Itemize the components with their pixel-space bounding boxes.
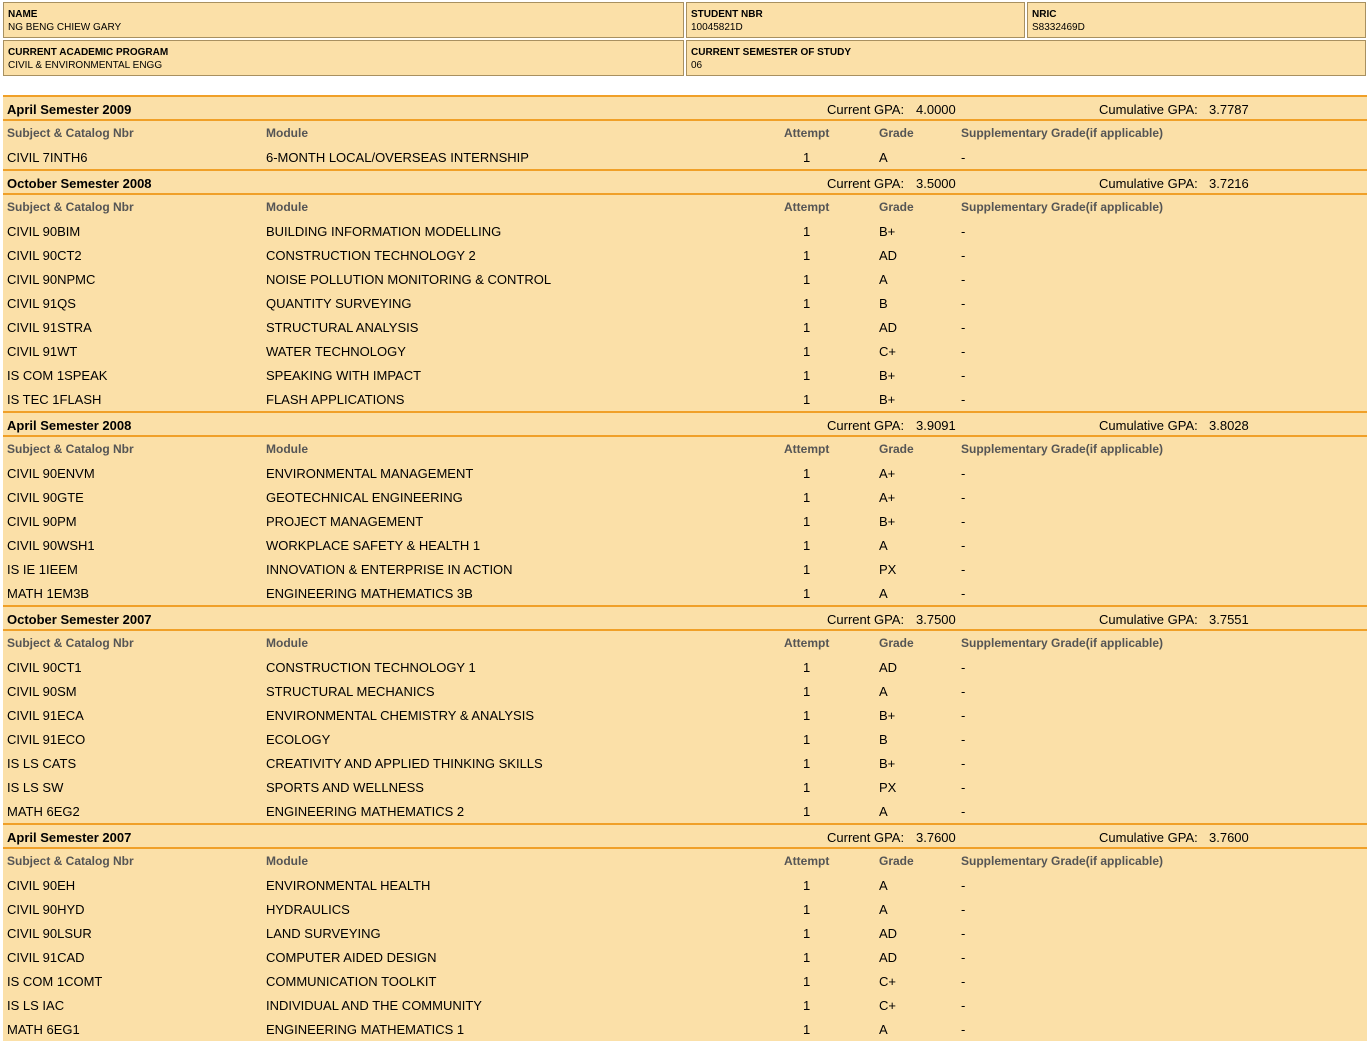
course-attempt: 1: [803, 224, 811, 239]
course-grade: A+: [879, 466, 896, 481]
current-gpa-value: 4.0000: [916, 102, 956, 117]
course-module: LAND SURVEYING: [266, 926, 381, 941]
course-supp-grade: -: [961, 950, 966, 965]
col-supp-label: Supplementary Grade(if applicable): [961, 854, 1164, 868]
cumulative-gpa-value: 3.7600: [1209, 830, 1249, 845]
course-attempt: 1: [803, 878, 811, 893]
program-label: CURRENT ACADEMIC PROGRAM: [8, 47, 169, 58]
col-grade-label: Grade: [879, 636, 914, 650]
table-row: [3, 315, 1367, 339]
course-subject: IS COM 1SPEAK: [7, 368, 108, 383]
course-subject: CIVIL 91WT: [7, 344, 78, 359]
course-grade: AD: [879, 248, 898, 263]
col-attempt-label: Attempt: [784, 854, 830, 868]
cumulative-gpa-label: Cumulative GPA:: [1099, 830, 1198, 845]
course-supp-grade: -: [961, 732, 966, 747]
semester-title: October Semester 2007: [7, 612, 152, 627]
course-supp-grade: -: [961, 974, 966, 989]
course-subject: MATH 6EG2: [7, 804, 80, 819]
table-row: [3, 679, 1367, 703]
table-row: [3, 339, 1367, 363]
course-supp-grade: -: [961, 756, 966, 771]
course-module: WATER TECHNOLOGY: [266, 344, 406, 359]
course-attempt: 1: [803, 514, 811, 529]
course-subject: CIVIL 91ECO: [7, 732, 86, 747]
course-module: PROJECT MANAGEMENT: [266, 514, 424, 529]
course-grade: A: [879, 538, 888, 553]
course-attempt: 1: [803, 950, 811, 965]
course-module: HYDRAULICS: [266, 902, 350, 917]
course-grade: B+: [879, 756, 896, 771]
table-row: [3, 873, 1367, 897]
semester-section: [3, 823, 1367, 1041]
semester-list: [3, 95, 1367, 1041]
course-supp-grade: -: [961, 684, 966, 699]
course-supp-grade: -: [961, 272, 966, 287]
student-info: [3, 2, 1366, 78]
course-module: NOISE POLLUTION MONITORING & CONTROL: [266, 272, 552, 287]
col-attempt-label: Attempt: [784, 442, 830, 456]
course-supp-grade: -: [961, 780, 966, 795]
course-grade: B+: [879, 708, 896, 723]
course-supp-grade: -: [961, 490, 966, 505]
course-subject: CIVIL 90HYD: [7, 902, 85, 917]
course-subject: CIVIL 90LSUR: [7, 926, 92, 941]
semester-section: [3, 411, 1367, 605]
column-header: [3, 121, 1367, 145]
course-grade: C+: [879, 974, 896, 989]
col-grade-label: Grade: [879, 442, 914, 456]
current-gpa-value: 3.9091: [916, 418, 956, 433]
program-value: CIVIL & ENVIRONMENTAL ENGG: [8, 60, 163, 71]
course-grade: A: [879, 902, 888, 917]
course-subject: CIVIL 90GTE: [7, 490, 84, 505]
course-supp-grade: -: [961, 998, 966, 1013]
course-grade: A: [879, 878, 888, 893]
course-module: FLASH APPLICATIONS: [266, 392, 405, 407]
course-supp-grade: -: [961, 514, 966, 529]
course-subject: CIVIL 7INTH6: [7, 150, 88, 165]
course-supp-grade: -: [961, 296, 966, 311]
course-subject: IS LS SW: [7, 780, 64, 795]
course-module: CONSTRUCTION TECHNOLOGY 1: [266, 660, 476, 675]
current-gpa-label: Current GPA:: [827, 418, 905, 433]
semester-header: [3, 825, 1367, 849]
current-gpa-label: Current GPA:: [827, 830, 905, 845]
cumulative-gpa-label: Cumulative GPA:: [1099, 418, 1198, 433]
col-grade-label: Grade: [879, 200, 914, 214]
course-grade: B+: [879, 224, 896, 239]
col-supp-label: Supplementary Grade(if applicable): [961, 442, 1164, 456]
course-subject: CIVIL 91CAD: [7, 950, 85, 965]
course-subject: CIVIL 90WSH1: [7, 538, 95, 553]
course-module: STRUCTURAL MECHANICS: [266, 684, 435, 699]
nric-label: NRIC: [1032, 9, 1057, 20]
course-module: CONSTRUCTION TECHNOLOGY 2: [266, 248, 476, 263]
table-row: [3, 485, 1367, 509]
course-attempt: 1: [803, 974, 811, 989]
course-grade: AD: [879, 950, 898, 965]
course-attempt: 1: [803, 272, 811, 287]
table-row: [3, 945, 1367, 969]
cumulative-gpa-value: 3.7551: [1209, 612, 1249, 627]
name-value: NG BENG CHIEW GARY: [8, 22, 122, 33]
table-row: [3, 921, 1367, 945]
col-supp-label: Supplementary Grade(if applicable): [961, 126, 1164, 140]
course-module: WORKPLACE SAFETY & HEALTH 1: [266, 538, 481, 553]
course-grade: B+: [879, 392, 896, 407]
semester-cell: [686, 40, 1366, 76]
course-attempt: 1: [803, 150, 811, 165]
student-nbr-cell: [686, 2, 1025, 38]
table-row: [3, 581, 1367, 605]
course-module: COMPUTER AIDED DESIGN: [266, 950, 437, 965]
name-label: NAME: [8, 9, 38, 20]
course-supp-grade: -: [961, 150, 966, 165]
course-subject: IS IE 1IEEM: [7, 562, 78, 577]
course-attempt: 1: [803, 998, 811, 1013]
current-gpa-value: 3.7600: [916, 830, 956, 845]
course-attempt: 1: [803, 756, 811, 771]
course-subject: CIVIL 90ENVM: [7, 466, 95, 481]
current-gpa-label: Current GPA:: [827, 176, 905, 191]
table-row: [3, 291, 1367, 315]
course-module: CREATIVITY AND APPLIED THINKING SKILLS: [266, 756, 543, 771]
col-attempt-label: Attempt: [784, 200, 830, 214]
course-module: ENGINEERING MATHEMATICS 1: [266, 1022, 465, 1037]
course-subject: MATH 1EM3B: [7, 586, 90, 601]
semester-header: [3, 171, 1367, 195]
table-row: [3, 509, 1367, 533]
table-row: [3, 557, 1367, 581]
info-row-1: [3, 2, 1366, 38]
course-grade: A: [879, 1022, 888, 1037]
course-attempt: 1: [803, 562, 811, 577]
course-attempt: 1: [803, 296, 811, 311]
course-supp-grade: -: [961, 320, 966, 335]
table-row: [3, 993, 1367, 1017]
semester-section: [3, 95, 1367, 169]
col-module-label: Module: [266, 126, 308, 140]
course-subject: CIVIL 90SM: [7, 684, 77, 699]
course-grade: A+: [879, 490, 896, 505]
col-attempt-label: Attempt: [784, 636, 830, 650]
course-attempt: 1: [803, 538, 811, 553]
table-row: [3, 243, 1367, 267]
course-grade: AD: [879, 320, 898, 335]
table-row: [3, 655, 1367, 679]
course-supp-grade: -: [961, 926, 966, 941]
course-subject: CIVIL 90CT1: [7, 660, 82, 675]
nric-cell: [1027, 2, 1366, 38]
column-header: [3, 849, 1367, 873]
course-module: ENGINEERING MATHEMATICS 3B: [266, 586, 473, 601]
course-module: COMMUNICATION TOOLKIT: [266, 974, 437, 989]
column-header: [3, 437, 1367, 461]
cumulative-gpa-value: 3.7216: [1209, 176, 1249, 191]
semester-title: October Semester 2008: [7, 176, 152, 191]
course-grade: PX: [879, 562, 897, 577]
course-supp-grade: -: [961, 466, 966, 481]
course-attempt: 1: [803, 902, 811, 917]
table-row: [3, 727, 1367, 751]
course-grade: B+: [879, 514, 896, 529]
info-row-2: [3, 40, 1366, 76]
semester-title: April Semester 2009: [7, 102, 132, 117]
col-module-label: Module: [266, 442, 308, 456]
course-grade: C+: [879, 344, 896, 359]
course-attempt: 1: [803, 344, 811, 359]
table-row: [3, 897, 1367, 921]
course-subject: IS COM 1COMT: [7, 974, 103, 989]
col-subject-label: Subject & Catalog Nbr: [7, 636, 134, 650]
course-supp-grade: -: [961, 562, 966, 577]
course-subject: CIVIL 91STRA: [7, 320, 92, 335]
course-supp-grade: -: [961, 708, 966, 723]
current-gpa-value: 3.5000: [916, 176, 956, 191]
course-attempt: 1: [803, 392, 811, 407]
course-supp-grade: -: [961, 878, 966, 893]
course-module: ENVIRONMENTAL HEALTH: [266, 878, 431, 893]
col-grade-label: Grade: [879, 854, 914, 868]
col-subject-label: Subject & Catalog Nbr: [7, 854, 134, 868]
course-module: 6-MONTH LOCAL/OVERSEAS INTERNSHIP: [266, 150, 529, 165]
course-grade: A: [879, 150, 888, 165]
course-grade: A: [879, 684, 888, 699]
course-grade: C+: [879, 998, 896, 1013]
name-cell: [3, 2, 684, 38]
course-grade: AD: [879, 660, 898, 675]
course-supp-grade: -: [961, 224, 966, 239]
course-grade: A: [879, 804, 888, 819]
course-subject: CIVIL 91QS: [7, 296, 76, 311]
semester-value: 06: [691, 60, 703, 71]
course-subject: MATH 6EG1: [7, 1022, 80, 1037]
course-subject: IS LS IAC: [7, 998, 65, 1013]
course-module: GEOTECHNICAL ENGINEERING: [266, 490, 463, 505]
course-attempt: 1: [803, 320, 811, 335]
course-grade: PX: [879, 780, 897, 795]
course-subject: CIVIL 90CT2: [7, 248, 82, 263]
col-module-label: Module: [266, 636, 308, 650]
course-subject: CIVIL 90NPMC: [7, 272, 96, 287]
current-gpa-label: Current GPA:: [827, 612, 905, 627]
course-supp-grade: -: [961, 660, 966, 675]
current-gpa-value: 3.7500: [916, 612, 956, 627]
semester-label: CURRENT SEMESTER OF STUDY: [691, 47, 852, 58]
table-row: [3, 533, 1367, 557]
course-grade: AD: [879, 926, 898, 941]
student-nbr-value: 10045821D: [691, 22, 743, 33]
student-nbr-label: STUDENT NBR: [691, 9, 763, 20]
course-attempt: 1: [803, 780, 811, 795]
course-attempt: 1: [803, 490, 811, 505]
semester-header: [3, 97, 1367, 121]
table-row: [3, 703, 1367, 727]
table-row: [3, 969, 1367, 993]
course-subject: IS TEC 1FLASH: [7, 392, 102, 407]
table-row: [3, 267, 1367, 291]
course-supp-grade: -: [961, 804, 966, 819]
col-module-label: Module: [266, 200, 308, 214]
course-supp-grade: -: [961, 586, 966, 601]
course-attempt: 1: [803, 586, 811, 601]
course-supp-grade: -: [961, 392, 966, 407]
course-subject: CIVIL 90PM: [7, 514, 77, 529]
course-module: INDIVIDUAL AND THE COMMUNITY: [266, 998, 482, 1013]
table-row: [3, 775, 1367, 799]
course-supp-grade: -: [961, 344, 966, 359]
course-subject: CIVIL 90EH: [7, 878, 76, 893]
course-grade: B: [879, 732, 888, 747]
course-supp-grade: -: [961, 368, 966, 383]
course-attempt: 1: [803, 368, 811, 383]
course-module: ECOLOGY: [266, 732, 331, 747]
course-module: STRUCTURAL ANALYSIS: [266, 320, 419, 335]
table-row: [3, 1017, 1367, 1041]
col-subject-label: Subject & Catalog Nbr: [7, 126, 134, 140]
cumulative-gpa-label: Cumulative GPA:: [1099, 176, 1198, 191]
table-row: [3, 219, 1367, 243]
course-module: ENVIRONMENTAL MANAGEMENT: [266, 466, 474, 481]
course-attempt: 1: [803, 732, 811, 747]
table-row: [3, 799, 1367, 823]
col-supp-label: Supplementary Grade(if applicable): [961, 200, 1164, 214]
course-module: ENVIRONMENTAL CHEMISTRY & ANALYSIS: [266, 708, 535, 723]
course-attempt: 1: [803, 466, 811, 481]
cumulative-gpa-value: 3.7787: [1209, 102, 1249, 117]
course-module: QUANTITY SURVEYING: [266, 296, 412, 311]
course-grade: B: [879, 296, 888, 311]
table-row: [3, 461, 1367, 485]
course-module: SPEAKING WITH IMPACT: [266, 368, 422, 383]
col-subject-label: Subject & Catalog Nbr: [7, 442, 134, 456]
course-attempt: 1: [803, 248, 811, 263]
course-attempt: 1: [803, 708, 811, 723]
semester-title: April Semester 2008: [7, 418, 132, 433]
course-supp-grade: -: [961, 248, 966, 263]
cumulative-gpa-value: 3.8028: [1209, 418, 1249, 433]
table-row: [3, 751, 1367, 775]
table-row: [3, 363, 1367, 387]
table-row: [3, 387, 1367, 411]
semester-title: April Semester 2007: [7, 830, 132, 845]
semester-section: [3, 169, 1367, 411]
course-subject: IS LS CATS: [7, 756, 77, 771]
col-module-label: Module: [266, 854, 308, 868]
course-module: INNOVATION & ENTERPRISE IN ACTION: [266, 562, 513, 577]
course-grade: A: [879, 272, 888, 287]
column-header: [3, 195, 1367, 219]
col-supp-label: Supplementary Grade(if applicable): [961, 636, 1164, 650]
col-attempt-label: Attempt: [784, 126, 830, 140]
course-subject: CIVIL 91ECA: [7, 708, 84, 723]
program-cell: [3, 40, 684, 76]
course-supp-grade: -: [961, 902, 966, 917]
course-module: BUILDING INFORMATION MODELLING: [266, 224, 502, 239]
course-grade: B+: [879, 368, 896, 383]
course-supp-grade: -: [961, 538, 966, 553]
course-subject: CIVIL 90BIM: [7, 224, 81, 239]
col-grade-label: Grade: [879, 126, 914, 140]
course-attempt: 1: [803, 804, 811, 819]
semester-header: [3, 607, 1367, 631]
current-gpa-label: Current GPA:: [827, 102, 905, 117]
semester-section: [3, 605, 1367, 823]
course-supp-grade: -: [961, 1022, 966, 1037]
course-attempt: 1: [803, 660, 811, 675]
table-row: [3, 145, 1367, 169]
cumulative-gpa-label: Cumulative GPA:: [1099, 102, 1198, 117]
nric-value: S8332469D: [1032, 22, 1085, 33]
course-attempt: 1: [803, 684, 811, 699]
course-module: ENGINEERING MATHEMATICS 2: [266, 804, 465, 819]
course-attempt: 1: [803, 926, 811, 941]
column-header: [3, 631, 1367, 655]
semester-header: [3, 413, 1367, 437]
course-attempt: 1: [803, 1022, 811, 1037]
col-subject-label: Subject & Catalog Nbr: [7, 200, 134, 214]
course-module: SPORTS AND WELLNESS: [266, 780, 424, 795]
course-grade: A: [879, 586, 888, 601]
cumulative-gpa-label: Cumulative GPA:: [1099, 612, 1198, 627]
